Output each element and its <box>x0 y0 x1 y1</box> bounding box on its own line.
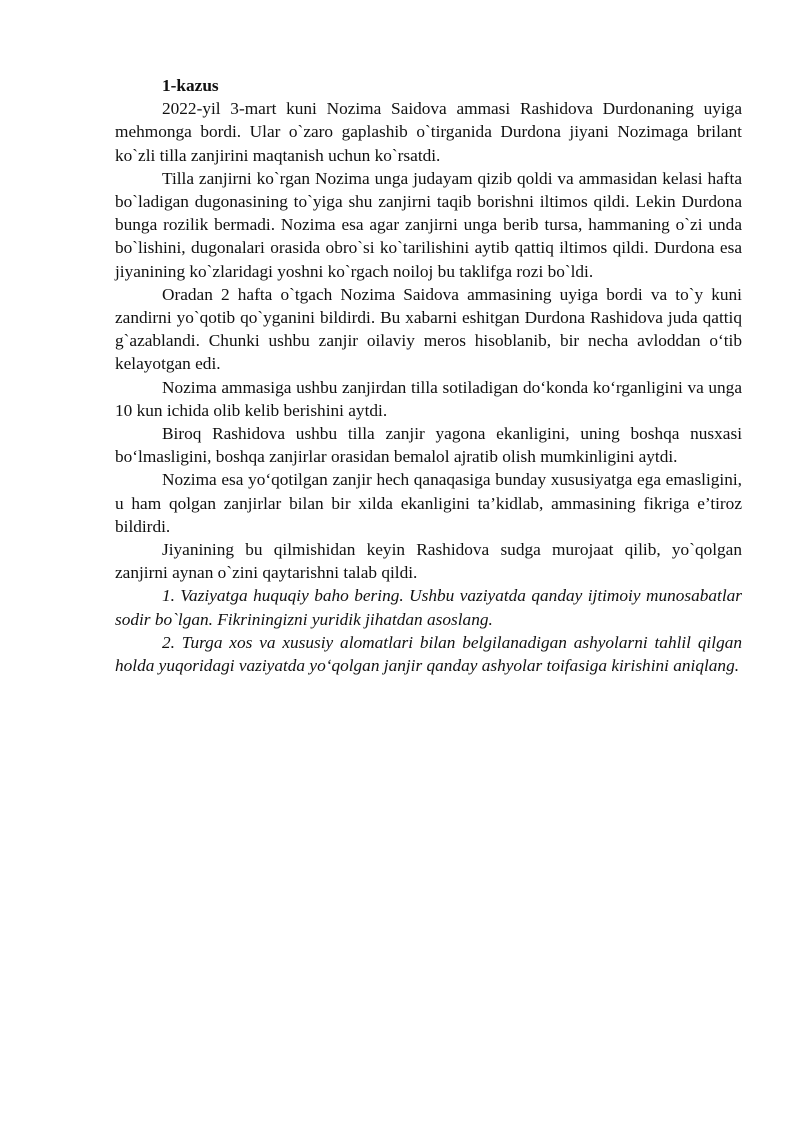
case-title: 1-kazus <box>162 76 219 95</box>
paragraph-6: Nozima esa yo‘qotilgan zanjir hech qanaqasiga bunday xususiyatga ega emasligini, u ham qolgan zanjirlar bilan bir xilda ekanligini ta’kidlab, ammasining fikriga e’tiroz bildirdi. <box>115 470 742 536</box>
document-page <box>115 74 742 677</box>
paragraph-2: Tilla zanjirni ko`rgan Nozima unga judayam qizib qoldi va ammasidan kelasi hafta bo`ladigan dugonasining to`yiga shu zanjirni taqib borishni iltimos qildi. Lekin Durdona bunga rozilik bermadi. Nozima esa agar zanjirni unga berib tursa, hammaning o`zi unda bo`lishini, dugonalari orasida obro`si ko`tarilishini aytib qattiq iltimos qildi. Durdona esa jiyanining ko`zlaridagi yoshni ko`rgach noiloj bu taklifga rozi bo`ldi. <box>115 168 742 281</box>
question-1: 1. Vaziyatga huquqiy baho bering. Ushbu vaziyatda qanday ijtimoiy munosabatlar sodir bo`lgan. Fikriningizni yuridik jihatdan asoslang. <box>115 586 742 629</box>
question-2: 2. Turga xos va xususiy alomatlari bilan belgilanadigan ashyolarni tahlil qilgan holda yuqoridagi vaziyatda yo‘qolgan janjir qanday ashyolar toifasiga kirishini aniqlang. <box>115 632 742 676</box>
paragraph-7: Jiyanining bu qilmishidan keyin Rashidova sudga murojaat qilib, yo`qolgan zanjirni aynan o`zini qaytarishni talab qildi. <box>115 540 742 583</box>
paragraph-3: Oradan 2 hafta o`tgach Nozima Saidova ammasining uyiga bordi va to`y kuni zandirni yo`qotib qo`yganini bildirdi. Bu xabarni eshitgan Durdona Rashidova juda qattiq g`azablandi. Chunki ushbu zanjir oilaviy meros hisoblanib, bir necha avloddan o‘tib kelayotgan edi. <box>115 284 742 374</box>
paragraph-4: Nozima ammasiga ushbu zanjirdan tilla sotiladigan do‘konda ko‘rganligini va unga 10 kun ichida olib kelib berishini aytdi. <box>115 377 742 420</box>
paragraph-5: Biroq Rashidova ushbu tilla zanjir yagona ekanligini, uning boshqa nusxasi bo‘lmasligini, boshqa zanjirlar orasidan bemalol ajratib olish mumkinligini aytdi. <box>115 424 742 467</box>
paragraph-1: 2022-yil 3-mart kuni Nozima Saidova ammasi Rashidova Durdonaning uyiga mehmonga bordi. Ular o`zaro gaplashib o`tirganida Durdona jiyani Nozimaga brilant ko`zli tilla zanjirini maqtanish uchun ko`rsatdi. <box>115 99 742 165</box>
